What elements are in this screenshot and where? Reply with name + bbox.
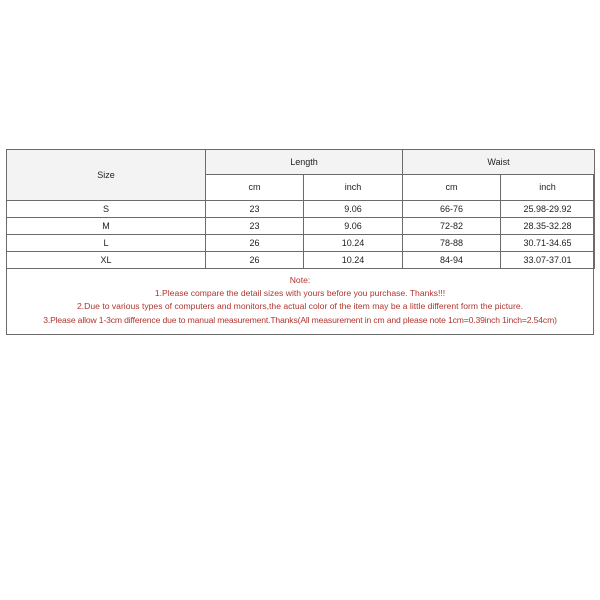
length-inch-cell: 10.24 xyxy=(304,235,403,252)
group-header-row xyxy=(7,150,595,175)
note-line: 2.Due to various types of computers and monitors,the actual color of the item may be a little different form the picture. xyxy=(77,301,523,312)
length-inch-cell: 9.06 xyxy=(304,218,403,235)
length-inch-header: inch xyxy=(304,175,403,201)
waist-cm-cell: 84-94 xyxy=(403,252,501,269)
waist-cm-header: cm xyxy=(403,175,501,201)
notes-block xyxy=(6,274,594,327)
table-row xyxy=(7,235,595,252)
size-chart-table xyxy=(6,149,595,269)
table-row xyxy=(7,252,595,269)
length-inch-cell: 10.24 xyxy=(304,252,403,269)
size-cell: L xyxy=(7,235,206,252)
size-cell: S xyxy=(7,201,206,218)
waist-inch-cell: 33.07-37.01 xyxy=(501,252,595,269)
length-inch-cell: 9.06 xyxy=(304,201,403,218)
length-cm-cell: 23 xyxy=(206,201,304,218)
length-cm-cell: 23 xyxy=(206,218,304,235)
size-cell: XL xyxy=(7,252,206,269)
length-cm-cell: 26 xyxy=(206,235,304,252)
waist-inch-cell: 30.71-34.65 xyxy=(501,235,595,252)
table-row xyxy=(7,201,595,218)
waist-inch-cell: 28.35-32.28 xyxy=(501,218,595,235)
table-row xyxy=(7,218,595,235)
note-title: Note: xyxy=(289,275,311,285)
size-column-header: Size xyxy=(7,150,206,201)
size-cell: M xyxy=(7,218,206,235)
length-cm-cell: 26 xyxy=(206,252,304,269)
waist-cm-cell: 78-88 xyxy=(403,235,501,252)
waist-inch-cell: 25.98-29.92 xyxy=(501,201,595,218)
length-group-header: Length xyxy=(206,150,403,175)
waist-group-header: Waist xyxy=(403,150,595,175)
waist-cm-cell: 72-82 xyxy=(403,218,501,235)
note-line: 3.Please allow 1-3cm difference due to manual measurement.Thanks(All measurement in cm and please note 1cm=0.39inch 1inch=2.54cm) xyxy=(43,314,557,325)
waist-cm-cell: 66-76 xyxy=(403,201,501,218)
waist-inch-header: inch xyxy=(501,175,595,201)
length-cm-header: cm xyxy=(206,175,304,201)
note-line: 1.Please compare the detail sizes with yours before you purchase. Thanks!!! xyxy=(154,288,446,299)
